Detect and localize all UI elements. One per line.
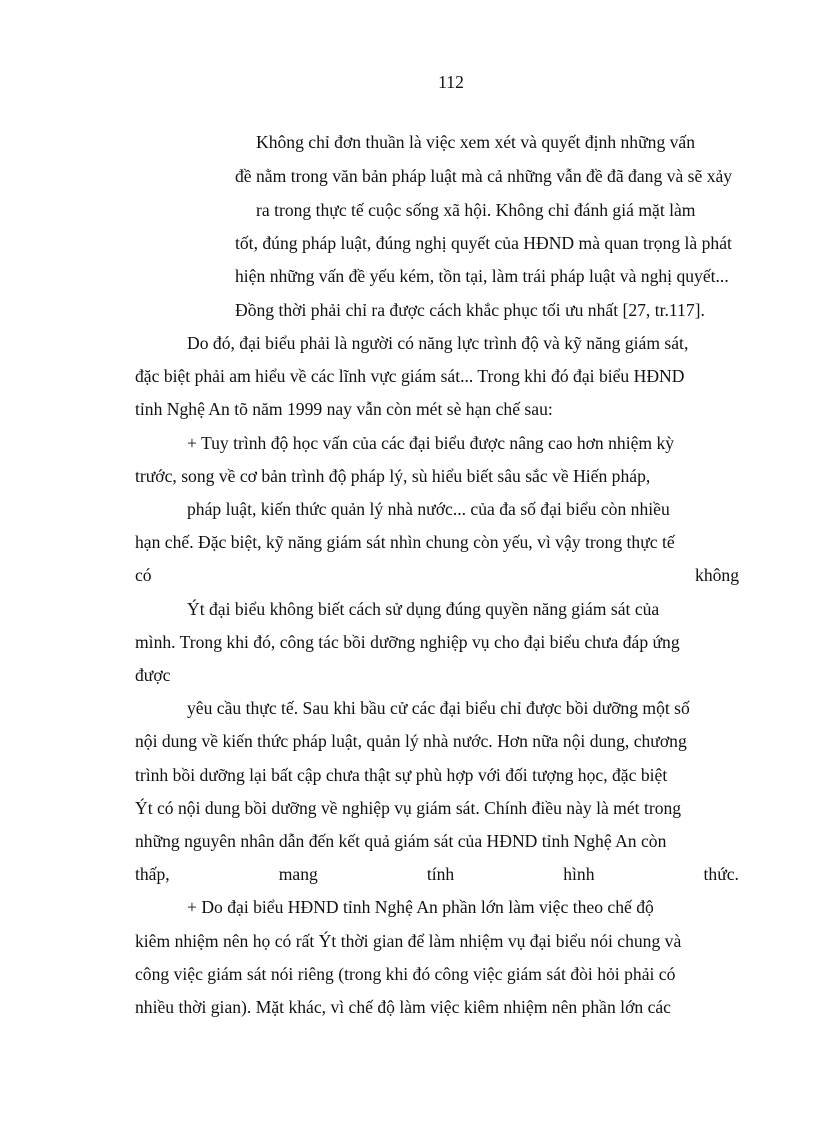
body-line: Do đó, đại biểu phải là người có năng lực trình độ và kỹ năng giám sát,: [187, 333, 689, 353]
word: không: [695, 565, 739, 585]
body-line: Ýt có nội dung bồi dưỡng về nghiệp vụ giám sát. Chính điều này là mét trong: [135, 798, 682, 818]
quote-line: Đồng thời phải chỉ ra được cách khắc phục tối ưu nhất [27, tr.117].: [235, 300, 705, 320]
body-line: công việc giám sát nói riêng (trong khi đó công việc giám sát đòi hỏi phải có: [135, 964, 676, 984]
body-line: kiêm nhiệm nên họ có rất Ýt thời gian để làm nhiệm vụ đại biểu nói chung và: [135, 931, 682, 951]
body-line: + Do đại biểu HĐND tỉnh Nghệ An phần lớn làm việc theo chế độ: [187, 897, 654, 917]
body-line: nội dung về kiến thức pháp luật, quản lý nhà nước. Hơn nữa nội dung, chương: [135, 731, 687, 751]
quote-line: ra trong thực tế cuộc sống xã hội. Không chỉ đánh giá mặt làm: [256, 200, 696, 220]
body-line: yêu cầu thực tế. Sau khi bầu cử các đại biểu chỉ được bồi dưỡng một số: [187, 698, 690, 718]
word: thấp,: [135, 864, 170, 884]
body-line: đặc biệt phải am hiểu về các lĩnh vực giám sát... Trong khi đó đại biểu HĐND: [135, 366, 685, 386]
quote-line: hiện những vấn đề yếu kém, tồn tại, làm trái pháp luật và nghị quyết...: [235, 266, 729, 286]
body-line: + Tuy trình độ học vấn của các đại biểu được nâng cao hơn nhiệm kỳ: [187, 433, 675, 453]
body-line: Ýt đại biểu không biết cách sử dụng đúng quyền năng giám sát của: [187, 599, 660, 619]
body-line: những nguyên nhân dẫn đến kết quả giám sát của HĐND tỉnh Nghệ An còn: [135, 831, 667, 851]
body-line-justified: [135, 863, 739, 885]
quote-line: tốt, đúng pháp luật, đúng nghị quyết của HĐND mà quan trọng là phát: [235, 233, 732, 253]
body-line: trước, song về cơ bản trình độ pháp lý, sù hiểu biết sâu sắc về Hiến pháp,: [135, 466, 651, 486]
body-line: hạn chế. Đặc biệt, kỹ năng giám sát nhìn chung còn yếu, vì vậy trong thực tế: [135, 532, 675, 552]
body-line: được: [135, 665, 171, 685]
body-line: trình bồi dưỡng lại bất cập chưa thật sự phù hợp với đối tượng học, đặc biệt: [135, 765, 668, 785]
word: có: [135, 565, 152, 585]
word: hình: [563, 864, 595, 884]
page-number: 112: [438, 72, 464, 92]
body-line: tỉnh Nghệ An tõ năm 1999 nay vẫn còn mét sè hạn chế sau:: [135, 399, 553, 419]
word: mang: [278, 864, 318, 884]
word: tính: [426, 864, 455, 884]
quote-line: đề nằm trong văn bản pháp luật mà cả những vẫn đề đã đang và sẽ xảy: [235, 166, 733, 186]
body-line-justified: [135, 564, 739, 586]
body-line: mình. Trong khi đó, công tác bồi dưỡng nghiệp vụ cho đại biểu chưa đáp ứng: [135, 632, 680, 652]
word: thức.: [703, 864, 739, 884]
quote-line: Không chỉ đơn thuần là việc xem xét và quyết định những vấn: [256, 132, 696, 152]
body-line: pháp luật, kiến thức quản lý nhà nước... của đa số đại biểu còn nhiều: [187, 499, 670, 519]
body-line: nhiều thời gian). Mặt khác, vì chế độ làm việc kiêm nhiệm nên phần lớn các: [135, 997, 671, 1017]
